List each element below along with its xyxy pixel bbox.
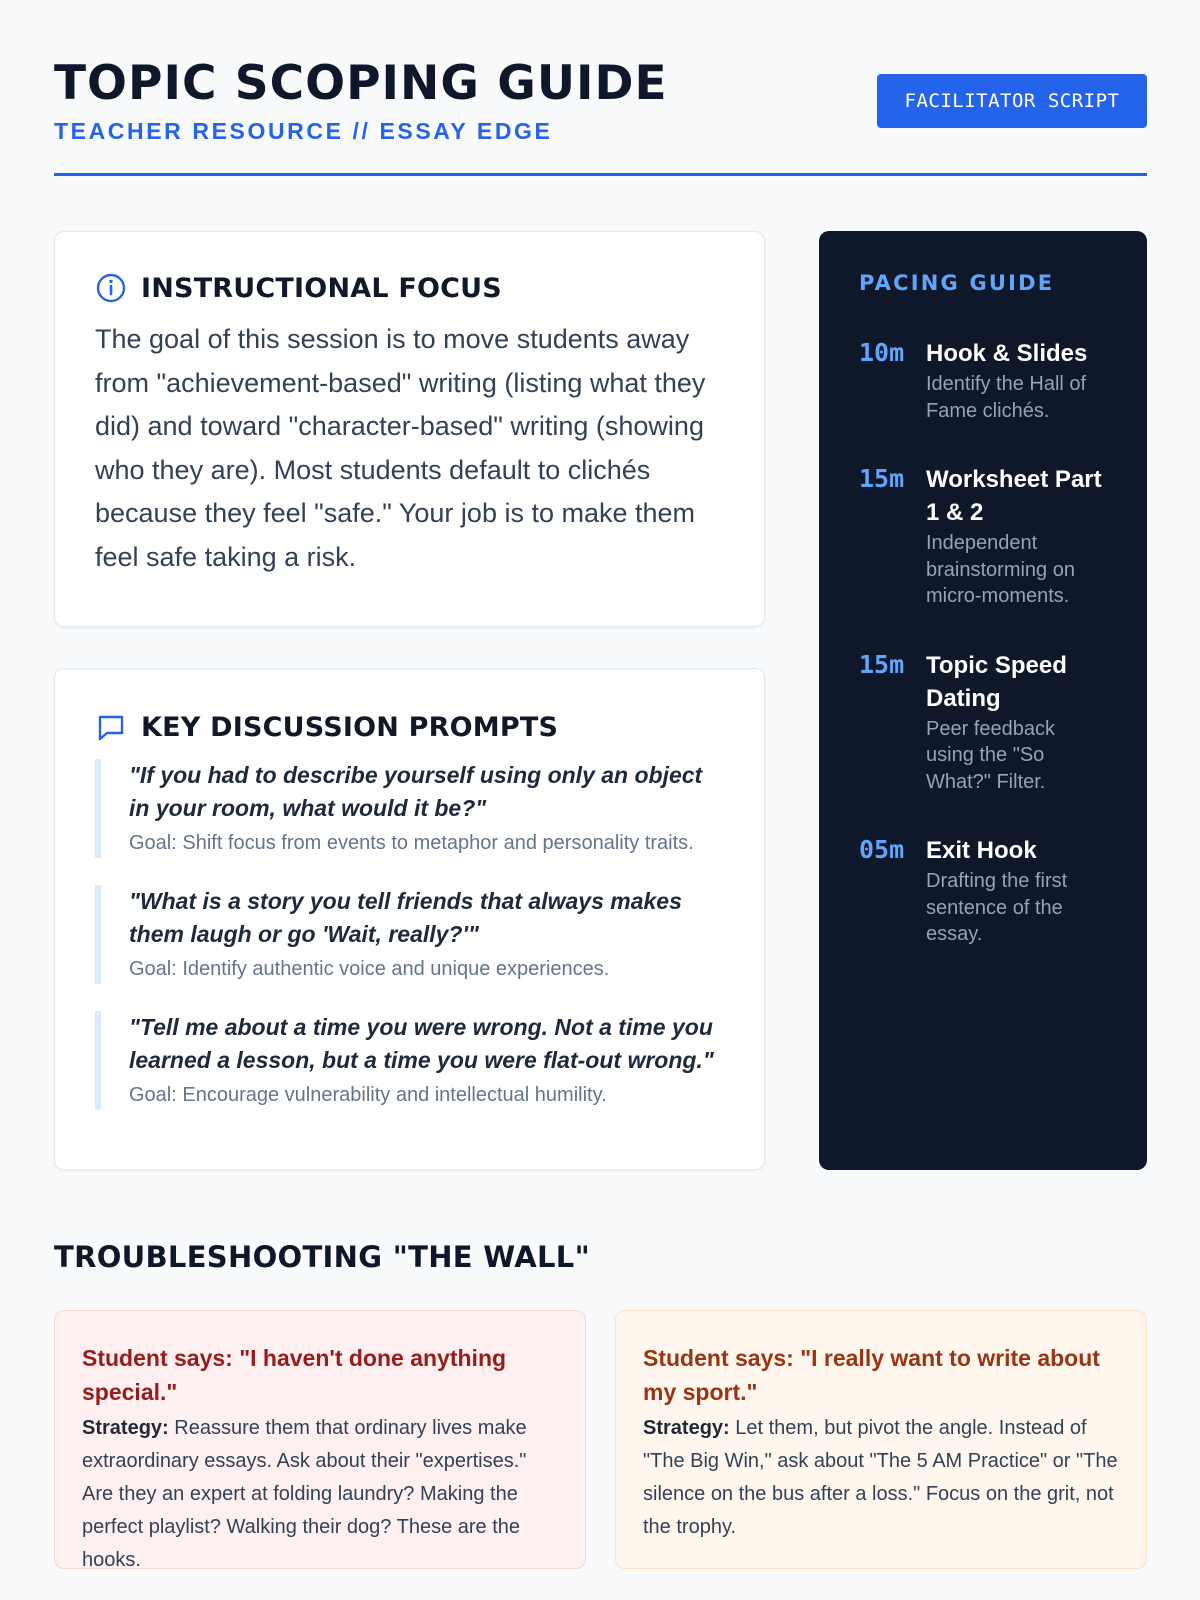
- student-quote: Student says: "I really want to write about my sport.": [643, 1345, 1100, 1405]
- instructional-focus-header: [95, 272, 724, 304]
- discussion-prompts-card: [54, 668, 765, 1170]
- discussion-prompts-title: KEY DISCUSSION PROMPTS: [141, 711, 559, 743]
- header: [54, 56, 1147, 176]
- page-subtitle: TEACHER RESOURCE // ESSAY EDGE: [54, 118, 553, 144]
- facilitator-script-button[interactable]: FACILITATOR SCRIPT: [877, 74, 1147, 128]
- info-circle-icon: [95, 272, 127, 304]
- troubleshooting-card: [54, 1310, 586, 1569]
- pacing-activity-name: Topic Speed Dating: [926, 651, 1067, 712]
- prompt-question: "Tell me about a time you were wrong. Not a time you learned a lesson, but a time you were flat-out wrong.": [129, 1014, 714, 1073]
- pacing-time: 15m: [859, 464, 905, 493]
- instructional-focus-card: [54, 231, 765, 627]
- pacing-time: 05m: [859, 835, 905, 864]
- prompt-goal: Goal: Encourage vulnerability and intellectual humility.: [129, 1084, 607, 1106]
- troubleshooting-title: TROUBLESHOOTING "THE WALL": [54, 1240, 590, 1274]
- pacing-guide-title: PACING GUIDE: [859, 271, 1055, 295]
- strategy-label: Strategy:: [82, 1417, 169, 1439]
- troubleshooting-card: [615, 1310, 1147, 1569]
- pacing-item: [859, 834, 1107, 948]
- strategy-text: [643, 1412, 1119, 1544]
- pacing-item: [859, 463, 1107, 610]
- prompt-item: [95, 759, 724, 858]
- instructional-focus-title: INSTRUCTIONAL FOCUS: [141, 272, 502, 304]
- prompt-question: "If you had to describe yourself using only an object in your room, what would it be?": [129, 762, 703, 821]
- chat-bubble-icon: [95, 711, 127, 743]
- pacing-guide-panel: [819, 231, 1147, 1170]
- pacing-item: [859, 649, 1107, 796]
- pacing-time: 15m: [859, 649, 905, 679]
- discussion-prompts-header: [95, 711, 724, 743]
- header-divider: [54, 173, 1147, 176]
- strategy-body: Reassure them that ordinary lives make extraordinary essays. Ask about their "expertises." Are they an expert at folding laundry? Making the perfect playlist? Walking their dog? These are the hooks.: [82, 1417, 527, 1571]
- pacing-activity-name: Worksheet Part 1 & 2: [926, 466, 1102, 526]
- instructional-focus-text: The goal of this session is to move students away from "achievement-based" writing (listing what they did) and toward "character-based" writing (showing who they are). Most students default to clichés because they feel "safe." Your job is to make them feel safe taking a risk.: [95, 324, 706, 572]
- strategy-label: Strategy:: [643, 1417, 730, 1439]
- pacing-activity-desc: Independent brainstorming on micro-moments.: [926, 532, 1075, 607]
- strategy-body: Let them, but pivot the angle. Instead of "The Big Win," ask about "The 5 AM Practice" or "The silence on the bus after a loss." Focus on the grit, not the trophy.: [643, 1417, 1118, 1538]
- pacing-time: 10m: [859, 338, 905, 367]
- prompt-item: [95, 1011, 724, 1110]
- pacing-activity-name: Hook & Slides: [926, 340, 1088, 367]
- pacing-activity-desc: Peer feedback using the "So What?" Filter.: [926, 717, 1055, 793]
- page-title: TOPIC SCOPING GUIDE: [54, 56, 668, 111]
- pacing-item: [859, 337, 1107, 424]
- pacing-activity-desc: Identify the Hall of Fame clichés.: [926, 373, 1087, 422]
- prompt-goal: Goal: Shift focus from events to metaphor and personality traits.: [129, 832, 694, 854]
- prompt-item: [95, 885, 724, 984]
- pacing-activity-name: Exit Hook: [926, 837, 1037, 864]
- strategy-text: [82, 1412, 558, 1577]
- student-quote: Student says: "I haven't done anything special.": [82, 1345, 507, 1405]
- prompt-goal: Goal: Identify authentic voice and unique experiences.: [129, 958, 610, 980]
- prompt-question: "What is a story you tell friends that always makes them laugh or go 'Wait, really?'": [129, 888, 682, 947]
- pacing-activity-desc: Drafting the first sentence of the essay.: [926, 870, 1068, 945]
